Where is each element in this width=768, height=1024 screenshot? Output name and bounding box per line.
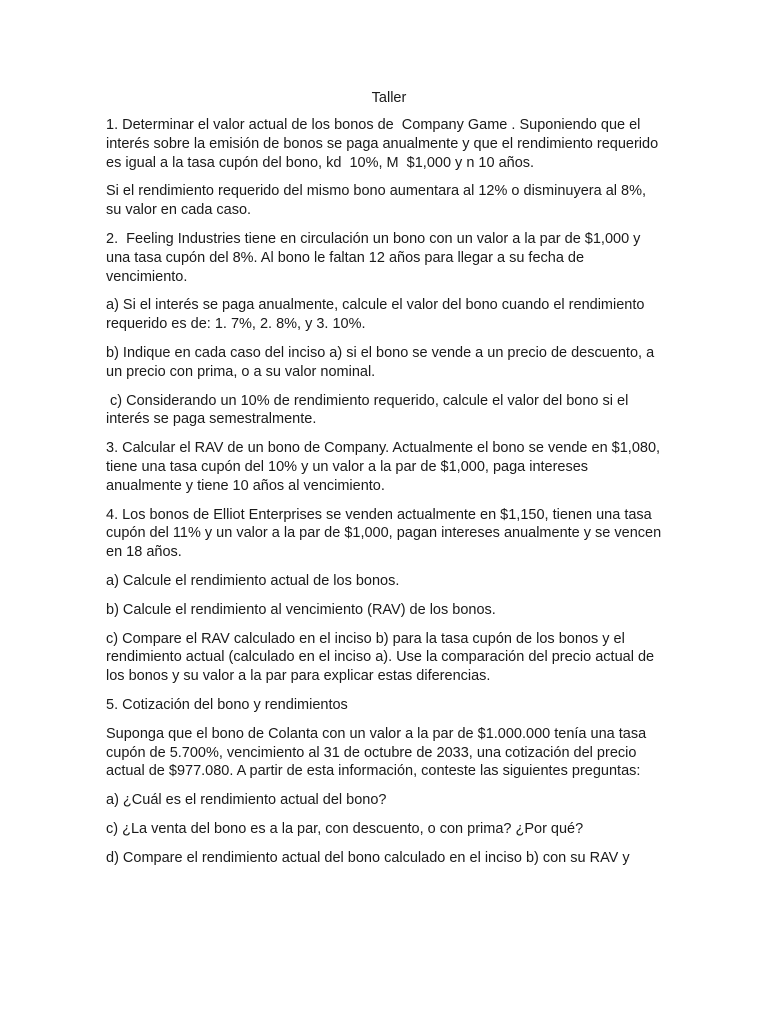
paragraph-q5d: d) Compare el rendimiento actual del bono calculado en el inciso b) con su RAV y [106, 849, 630, 866]
paragraph-q2b: b) Indique en cada caso del inciso a) si el bono se vende a un precio de descuento, a un precio con prima, o a su valor nominal. [106, 344, 659, 380]
paragraph-q4b: b) Calcule el rendimiento al vencimiento (RAV) de los bonos. [106, 601, 496, 618]
document-title: Taller [371, 90, 407, 106]
paragraph-q1: 1. Determinar el valor actual de los bonos de Company Game . Suponiendo que el interés sobre la emisión de bonos se paga anualmente y que el rendimiento requerido es igual a la tasa cupón del bono, kd 10%, M $1,000 y n 10 años. [106, 117, 663, 171]
paragraph-q2c: c) Considerando un 10% de rendimiento requerido, calcule el valor del bono si el interés se paga semestralmente. [106, 392, 633, 428]
paragraph-q2a: a) Si el interés se paga anualmente, calcule el valor del bono cuando el rendimiento requerido es de: 1. 7%, 2. 8%, y 3. 10%. [106, 297, 649, 333]
document-page [106, 88, 666, 878]
paragraph-q5-heading: 5. Cotización del bono y rendimientos [106, 696, 348, 713]
paragraph-q2: 2. Feeling Industries tiene en circulación un bono con un valor a la par de $1,000 y una tasa cupón del 8%. Al bono le faltan 12 años para llegar a su fecha de vencimiento. [106, 230, 645, 285]
paragraph-q5c: c) ¿La venta del bono es a la par, con descuento, o con prima? ¿Por qué? [106, 820, 584, 837]
paragraph-q4: 4. Los bonos de Elliot Enterprises se venden actualmente en $1,150, tienen una tasa cupón del 11% y un valor a la par de $1,000, pagan intereses anualmente y se vencen en 18 años. [106, 506, 666, 561]
paragraph-q3: 3. Calcular el RAV de un bono de Company. Actualmente el bono se vende en $1,080, tiene una tasa cupón del 10% y un valor a la par de $1,000, paga intereses anualmente y tiene 10 años al vencimiento. [106, 440, 665, 494]
paragraph-q5a: a) ¿Cuál es el rendimiento actual del bono? [106, 792, 387, 809]
paragraph-q4c: c) Compare el RAV calculado en el inciso b) para la tasa cupón de los bonos y el rendimiento actual (calculado en el inciso a). Use la comparación del precio actual de los bonos y su valor a la par para explicar estas diferencias. [106, 630, 659, 685]
paragraph-q1-followup: Si el rendimiento requerido del mismo bono aumentara al 12% o disminuyera al 8%, su valor en cada caso. [106, 183, 651, 219]
paragraph-q5: Suponga que el bono de Colanta con un valor a la par de $1.000.000 tenía una tasa cupón de 5.700%, vencimiento al 31 de octubre de 2033, una cotización del precio actual de $977.080. A partir de esta información, conteste las siguientes preguntas: [106, 725, 651, 780]
paragraph-q4a: a) Calcule el rendimiento actual de los bonos. [106, 572, 400, 589]
